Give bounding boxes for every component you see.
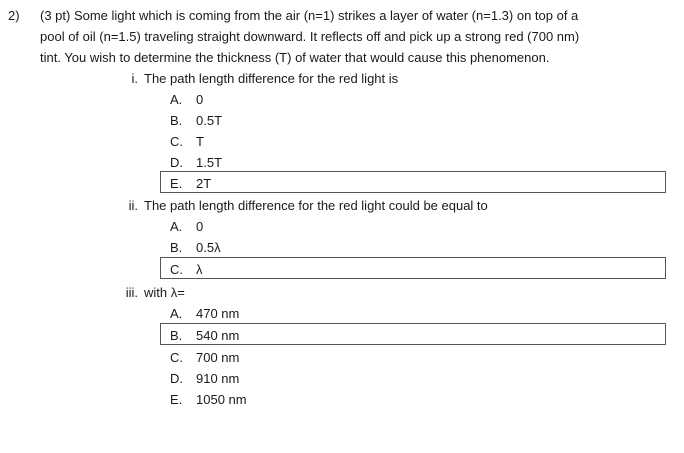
question-number: 2)	[8, 8, 20, 23]
part-ii-selected-answer-box	[160, 257, 666, 279]
part-i-option-b-letter: B.	[170, 113, 183, 128]
part-i-option-d-text[interactable]: 1.5T	[196, 155, 223, 170]
part-ii-option-a-text[interactable]: 0	[196, 219, 204, 234]
part-i-option-e-text[interactable]: 2T	[196, 176, 212, 191]
part-iii-option-a-letter: A.	[170, 306, 183, 321]
part-iii-option-e-letter: E.	[170, 392, 183, 407]
part-ii-numeral: ii.	[128, 198, 138, 213]
part-iii-option-d-text[interactable]: 910 nm	[196, 371, 240, 386]
question-line-3: tint. You wish to determine the thickness (T) of water that would cause this phenomenon.	[40, 50, 550, 65]
part-iii-option-a-text[interactable]: 470 nm	[196, 306, 240, 321]
part-ii-option-b-letter: B.	[170, 240, 183, 255]
part-iii-option-b-letter: B.	[170, 328, 183, 343]
question-line-1: (3 pt) Some light which is coming from the air (n=1) strikes a layer of water (n=1.3) on top of a	[40, 8, 579, 23]
part-i-option-a-letter: A.	[170, 92, 183, 107]
part-i-option-e-letter: E.	[170, 176, 183, 191]
part-ii-option-b-text[interactable]: 0.5λ	[196, 240, 221, 255]
part-iii-option-b-text[interactable]: 540 nm	[196, 328, 240, 343]
part-i-numeral: i.	[131, 71, 138, 86]
part-iii-option-e-text[interactable]: 1050 nm	[196, 392, 247, 407]
part-i-option-b-text[interactable]: 0.5T	[196, 113, 223, 128]
part-i-selected-answer-box	[160, 171, 666, 193]
part-ii-option-c-letter: C.	[170, 262, 183, 277]
part-i-option-d-letter: D.	[170, 155, 183, 170]
part-iii-prompt: with λ=	[144, 285, 185, 300]
part-ii-option-c-text[interactable]: λ	[196, 262, 203, 277]
part-i-prompt: The path length difference for the red light is	[144, 71, 399, 86]
part-ii-prompt: The path length difference for the red light could be equal to	[144, 198, 488, 213]
part-i-option-a-text[interactable]: 0	[196, 92, 204, 107]
part-i-option-c-text[interactable]: T	[196, 134, 204, 149]
part-i-option-c-letter: C.	[170, 134, 183, 149]
part-iii-option-c-letter: C.	[170, 350, 183, 365]
part-iii-numeral: iii.	[125, 285, 138, 300]
question-line-2: pool of oil (n=1.5) traveling straight downward. It reflects off and pick up a strong red (700 nm)	[40, 29, 580, 44]
part-iii-option-d-letter: D.	[170, 371, 183, 386]
part-ii-option-a-letter: A.	[170, 219, 183, 234]
part-iii-option-c-text[interactable]: 700 nm	[196, 350, 240, 365]
